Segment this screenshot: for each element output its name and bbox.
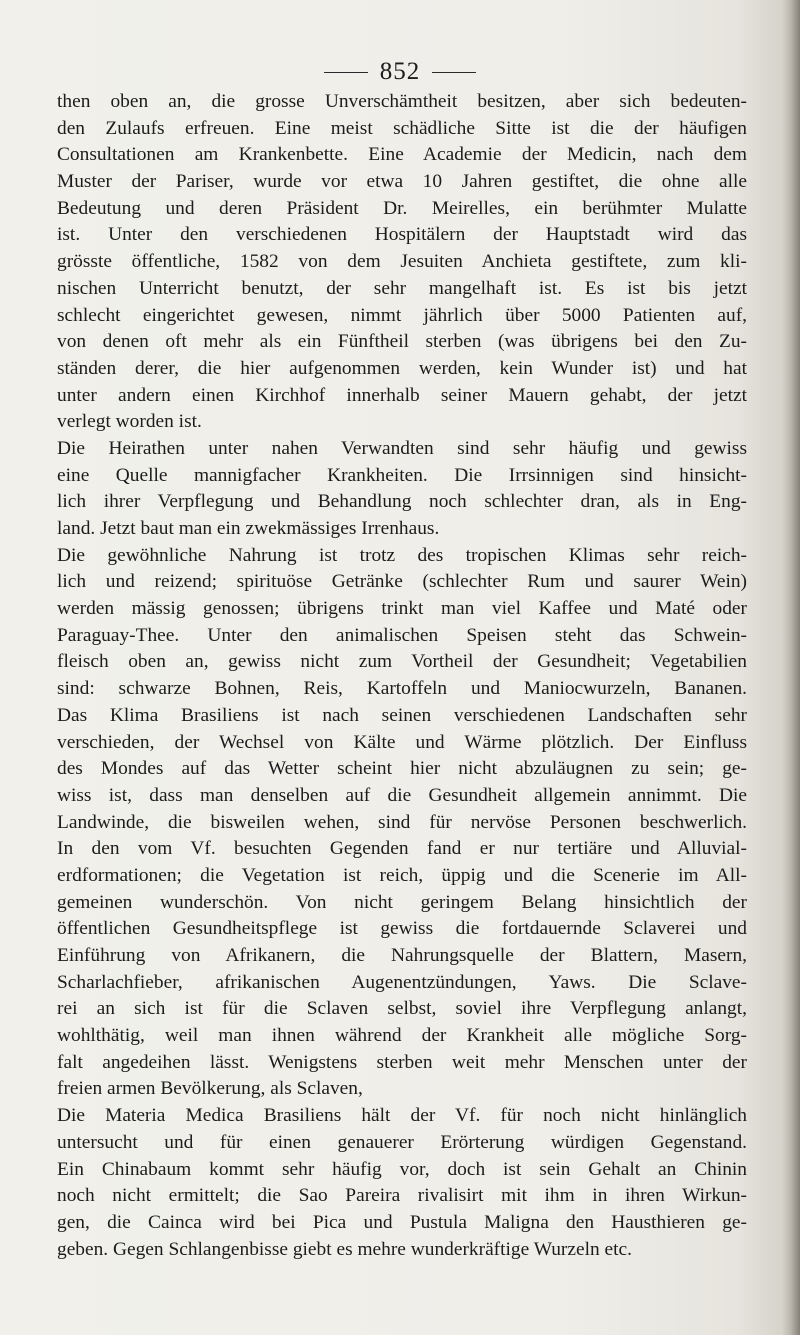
text-line: nischen Unterricht benutzt, der sehr mangelhaft ist. Es ist bis jetzt xyxy=(57,277,747,299)
text-line: gemeinen wunderschön. Von nicht geringem Belang hinsichtlich der xyxy=(57,891,747,913)
text-line: In den vom Vf. besuchten Gegenden fand er nur tertiäre und Alluvial- xyxy=(57,838,747,860)
text-line: den Zulaufs erfreuen. Eine meist schädliche Sitte ist die der häufigen xyxy=(57,117,747,139)
right-rule xyxy=(432,72,476,73)
body-text xyxy=(57,89,747,1263)
text-line: Consultationen am Krankenbette. Eine Academie der Medicin, nach dem xyxy=(57,144,747,166)
text-line: Die gewöhnliche Nahrung ist trotz des tropischen Klimas sehr reich- xyxy=(57,544,747,566)
text-line: lich und reizend; spirituöse Getränke (schlechter Rum und saurer Wein) xyxy=(57,571,747,593)
text-line: schlecht eingerichtet gewesen, nimmt jährlich über 5000 Patienten auf, xyxy=(57,304,747,326)
text-line: land. Jetzt baut man ein zwekmässiges Irrenhaus. xyxy=(57,518,440,539)
page-number-header xyxy=(0,58,800,86)
text-line: Ein Chinabaum kommt sehr häufig vor, doch ist sein Gehalt an Chinin xyxy=(57,1158,747,1180)
text-line: Die Materia Medica Brasiliens hält der Vf. für noch nicht hinlänglich xyxy=(57,1105,747,1127)
text-line: verschieden, der Wechsel von Kälte und Wärme plötzlich. Der Einfluss xyxy=(57,731,747,753)
text-line: eine Quelle mannigfacher Krankheiten. Die Irrsinnigen sind hinsicht- xyxy=(57,464,747,486)
text-line: Einführung von Afrikanern, die Nahrungsquelle der Blattern, Masern, xyxy=(57,945,747,966)
text-line: fleisch oben an, gewiss nicht zum Vortheil der Gesundheit; Vegetabilien xyxy=(57,651,747,673)
text-line: Paraguay-Thee. Unter den animalischen Speisen steht das Schwein- xyxy=(57,624,747,646)
text-line: unter andern einen Kirchhof innerhalb seiner Mauern gehabt, der jetzt xyxy=(57,384,747,406)
text-line: ständen derer, die hier aufgenommen werden, kein Wunder ist) und hat xyxy=(57,357,747,379)
text-line: lich ihrer Verpflegung und Behandlung noch schlechter dran, als in Eng- xyxy=(57,491,747,513)
page-edge-shadow xyxy=(782,0,800,1335)
text-line: wohlthätig, weil man ihnen während der Krankheit alle mögliche Sorg- xyxy=(57,1025,747,1047)
text-line: falt angedeihen lässt. Wenigstens sterben weit mehr Menschen unter der xyxy=(57,1051,747,1073)
text-line: erdformationen; die Vegetation ist reich, üppig und die Scenerie im All- xyxy=(57,864,747,886)
text-line: verlegt worden ist. xyxy=(57,411,202,433)
text-line: werden mässig genossen; übrigens trinkt man viel Kaffee und Maté oder xyxy=(57,598,747,620)
text-line: ist. Unter den verschiedenen Hospitälern der Hauptstadt wird das xyxy=(57,224,747,246)
left-rule xyxy=(324,72,368,73)
text-line: Das Klima Brasiliens ist nach seinen verschiedenen Landschaften sehr xyxy=(57,704,747,726)
text-line: gen, die Cainca wird bei Pica und Pustula Maligna den Hausthieren ge- xyxy=(57,1211,747,1233)
text-line: Die Heirathen unter nahen Verwandten sind sehr häufig und gewiss xyxy=(57,437,747,459)
text-line: then oben an, die grosse Unverschämtheit besitzen, aber sich bedeuten- xyxy=(57,91,747,112)
text-line: von denen oft mehr als ein Fünftheil sterben (was übrigens bei den Zu- xyxy=(57,331,747,353)
text-line: Muster der Pariser, wurde vor etwa 10 Jahren gestiftet, die ohne alle xyxy=(57,171,747,193)
text-line: sind: schwarze Bohnen, Reis, Kartoffeln und Maniocwurzeln, Bananen. xyxy=(57,678,747,700)
text-line: noch nicht ermittelt; die Sao Pareira rivalisirt mit ihm in ihren Wirkun- xyxy=(57,1185,747,1207)
text-line: geben. Gegen Schlangenbisse giebt es mehre wunderkräftige Wurzeln etc. xyxy=(57,1238,632,1260)
text-line: des Mondes auf das Wetter scheint hier nicht abzuläugnen zu sein; ge- xyxy=(57,758,747,780)
text-line: untersucht und für einen genauerer Erörterung würdigen Gegenstand. xyxy=(57,1131,747,1153)
text-line: öffentlichen Gesundheitspflege ist gewiss die fortdauernde Sclaverei und xyxy=(57,918,747,940)
text-line: Scharlachfieber, afrikanischen Augenentzündungen, Yaws. Die Sclave- xyxy=(57,971,747,993)
text-line: grösste öffentliche, 1582 von dem Jesuiten Anchieta gestiftete, zum kli- xyxy=(57,251,747,273)
text-line: Bedeutung und deren Präsident Dr. Meirelles, ein berühmter Mulatte xyxy=(57,197,747,219)
text-line: wiss ist, dass man denselben auf die Gesundheit allgemein annimmt. Die xyxy=(57,784,747,806)
text-line: freien armen Bevölkerung, als Sclaven, xyxy=(57,1078,363,1100)
text-line: rei an sich ist für die Sclaven selbst, soviel ihre Verpflegung anlangt, xyxy=(57,998,747,1020)
page-number: 852 xyxy=(379,58,421,85)
text-line: Landwinde, die bisweilen wehen, sind für nervöse Personen beschwerlich. xyxy=(57,811,747,833)
